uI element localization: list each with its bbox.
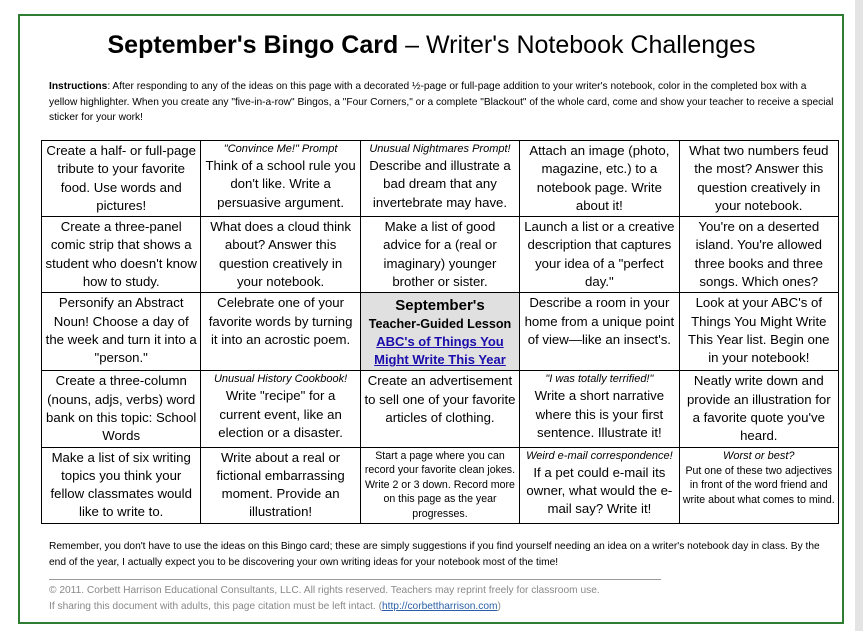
footer-citation	[49, 599, 839, 615]
prompt-label: Weird e-mail correspondence!	[526, 449, 673, 462]
center-square	[360, 293, 519, 371]
instructions-text: : After responding to any of the ideas on this page with a decorated ½-page or full-page addition to your writer's notebook, color in the completed box with a yellow highlighter. When you create any "five-in-a-row" Bingos, a "Four Corners," or a complete "Blackout" of the whole card, come and show your teacher to receive a special sticker for your work!	[49, 81, 834, 123]
footer-divider	[49, 579, 661, 580]
bingo-square	[360, 217, 519, 293]
prompt-text: Look at your ABC's of Things You Might Write This Year list. Begin one in your notebook!	[688, 295, 830, 366]
remember-note: Remember, you don't have to use the ideas on this Bingo card; these are simply suggestions if you find yourself needing an idea on a writer's notebook day in class. By the end of the year, I actually expect you to be discovering your own writing ideas for your notebook most of the time!	[49, 541, 820, 568]
prompt-text: Attach an image (photo, magazine, etc.) to a notebook page. Write about it!	[529, 143, 670, 213]
bingo-square	[42, 141, 201, 217]
bingo-square	[201, 447, 360, 523]
prompt-text: Make a list of six writing topics you think your fellow classmates would like to write to.	[50, 449, 192, 520]
lesson-link[interactable]: ABC's of Things You Might Write This Year	[374, 334, 506, 368]
prompt-text: Write a short narrative where this is your first sentence. Illustrate it!	[534, 388, 665, 440]
bingo-grid	[41, 140, 839, 524]
prompt-text: Launch a list or a creative description that captures your idea of a "perfect day."	[524, 219, 675, 290]
bingo-square	[42, 293, 201, 371]
prompt-text: Put one of these two adjectives in front of the word friend and write about what comes to mind.	[682, 464, 835, 506]
footer-citation-close: )	[497, 601, 501, 612]
bingo-square	[42, 371, 201, 447]
prompt-text: If a pet could e-mail its owner, what would the e-mail say? Write it!	[526, 464, 673, 517]
title-separator: –	[398, 31, 427, 59]
bingo-square	[201, 371, 360, 447]
bingo-square	[201, 293, 360, 371]
title-sub: Writer's Notebook Challenges	[426, 31, 756, 59]
bingo-square	[201, 141, 360, 217]
prompt-label: "I was totally terrified!"	[545, 373, 654, 386]
prompt-text: Think of a school rule you don't like. Write a persuasive argument.	[205, 158, 356, 210]
bingo-square	[360, 371, 519, 447]
grid-row	[42, 293, 839, 371]
title-main: September's Bingo Card	[107, 31, 399, 59]
center-square-title: September's	[395, 297, 485, 315]
bingo-square	[679, 371, 838, 447]
bingo-square	[520, 371, 679, 447]
prompt-label: Unusual History Cookbook!	[213, 373, 348, 386]
prompt-text: Write about a real or fictional embarrassing moment. Provide an illustration!	[216, 449, 345, 520]
prompt-text: Make a list of good advice for a (real or imaginary) younger brother or sister.	[383, 219, 497, 290]
bingo-square	[520, 217, 679, 293]
prompt-text: Personify an Abstract Noun! Choose a day of the week and turn it into a "person."	[45, 295, 197, 366]
prompt-label: Unusual Nightmares Prompt!	[369, 143, 511, 155]
prompt-text: You're on a deserted island. You're allowed three books and three songs. Which ones?	[694, 219, 823, 290]
bingo-square	[360, 141, 519, 217]
bingo-square	[679, 141, 838, 217]
bingo-square	[679, 293, 838, 371]
bingo-square	[679, 447, 838, 523]
grid-row	[42, 371, 839, 447]
bingo-square	[42, 217, 201, 293]
prompt-text: What two numbers feud the most? Answer this question creatively in your notebook.	[689, 143, 829, 213]
instructions	[49, 79, 835, 126]
footer	[49, 583, 839, 615]
window-edge	[855, 0, 863, 631]
bingo-square	[520, 447, 679, 523]
prompt-text: Create a three-panel comic strip that shows a student who doesn't know how to study.	[45, 219, 197, 290]
prompt-text: What does a cloud think about? Answer this question creatively in your notebook.	[210, 219, 351, 290]
bingo-square	[679, 217, 838, 293]
footer-copyright: © 2011. Corbett Harrison Educational Consultants, LLC. All rights reserved. Teachers may reprint freely for classroom use.	[49, 585, 600, 596]
footer-citation-text: If sharing this document with adults, this page citation must be left intact. (	[49, 601, 382, 612]
footer-link[interactable]: http://corbettharrison.com	[381, 601, 498, 612]
prompt-label: "Convince Me!" Prompt	[223, 143, 338, 155]
prompt-text: Create a half- or full-page tribute to your favorite food. Use words and pictures!	[46, 143, 196, 213]
grid-row	[42, 141, 839, 217]
prompt-text: Celebrate one of your favorite words by turning it into an acrostic poem.	[208, 295, 353, 347]
prompt-text: Start a page where you can record your favorite clean jokes. Write 2 or 3 down. Record more on this page as the year progresses.	[364, 449, 516, 520]
prompt-label: Worst or best?	[723, 449, 795, 462]
page-title	[0, 30, 863, 60]
center-square-subtitle: Teacher-Guided Lesson	[368, 317, 512, 332]
prompt-text: Describe and illustrate a bad dream that any invertebrate may have.	[369, 158, 511, 210]
prompt-text: Write "recipe" for a current event, like an election or a disaster.	[218, 388, 343, 440]
bingo-square	[360, 447, 519, 523]
bingo-square	[201, 217, 360, 293]
instructions-label: Instructions	[49, 81, 108, 92]
prompt-text: Neatly write down and provide an illustration for a favorite quote you've heard.	[686, 373, 831, 444]
prompt-text: Create a three-column (nouns, adjs, verbs) word bank on this topic: School Words	[46, 373, 197, 444]
grid-row	[42, 217, 839, 293]
bingo-square	[520, 293, 679, 371]
bingo-square	[42, 447, 201, 523]
grid-row	[42, 447, 839, 523]
prompt-text: Create an advertisement to sell one of your favorite articles of clothing.	[364, 373, 516, 425]
bingo-square	[520, 141, 679, 217]
prompt-text: Describe a room in your home from a unique point of view—like an insect's.	[524, 295, 675, 347]
